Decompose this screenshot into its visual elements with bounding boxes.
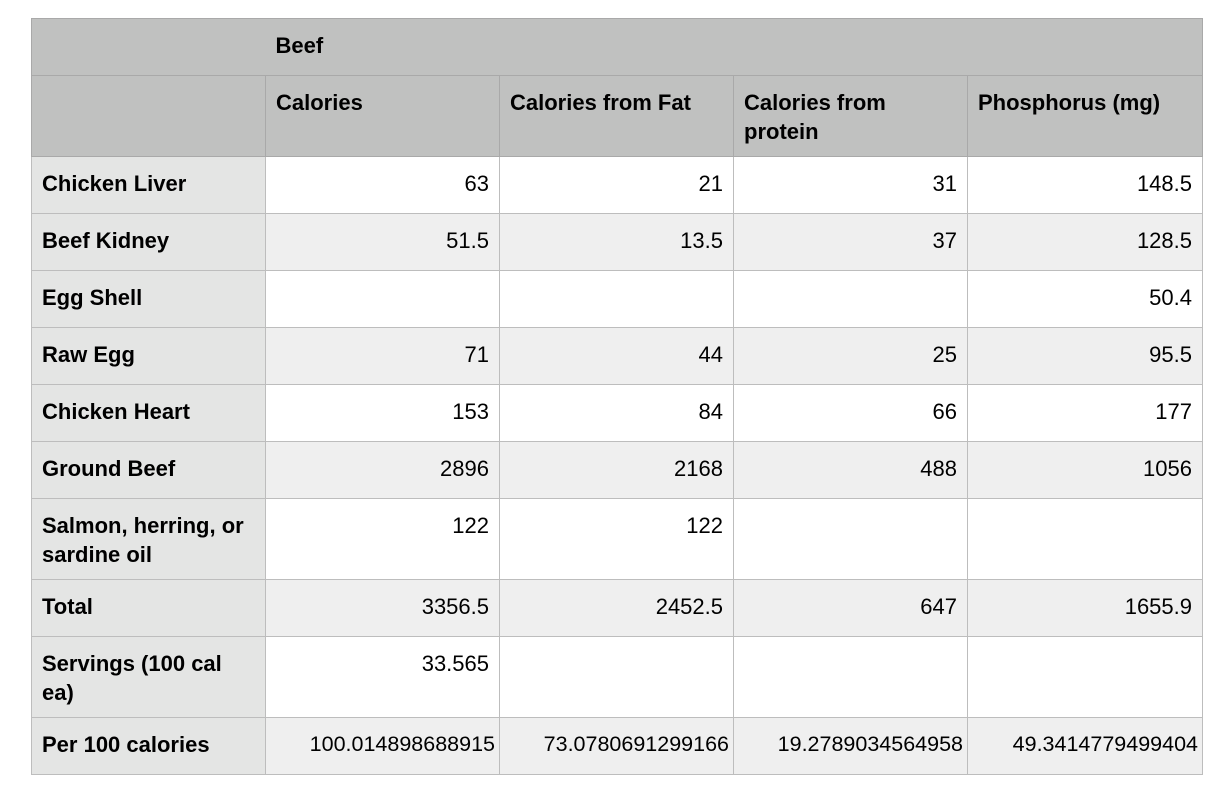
cell-phosphorus[interactable] [968,499,1203,580]
table-row [32,214,1203,271]
table-title[interactable]: Beef [266,19,1203,76]
cell-phosphorus[interactable]: 49.3414779499404 [968,718,1203,775]
cell-phosphorus[interactable]: 128.5 [968,214,1203,271]
table-row [32,271,1203,328]
cell-calories[interactable]: 63 [266,157,500,214]
row-label[interactable]: Chicken Heart [32,385,266,442]
cell-calories[interactable]: 33.565 [266,637,500,718]
data-table [31,18,1203,775]
row-label[interactable]: Servings (100 cal ea) [32,637,266,718]
cell-calories[interactable]: 2896 [266,442,500,499]
cell-calories[interactable]: 51.5 [266,214,500,271]
table-row [32,157,1203,214]
cell-calories-from-protein[interactable] [734,271,968,328]
cell-phosphorus[interactable]: 1056 [968,442,1203,499]
cell-phosphorus[interactable]: 177 [968,385,1203,442]
cell-phosphorus[interactable]: 1655.9 [968,580,1203,637]
cell-calories-from-protein[interactable] [734,637,968,718]
table-row [32,442,1203,499]
cell-calories[interactable]: 3356.5 [266,580,500,637]
table-row [32,499,1203,580]
cell-calories-from-fat[interactable]: 73.0780691299166 [500,718,734,775]
cell-phosphorus[interactable]: 148.5 [968,157,1203,214]
cell-calories-from-fat[interactable]: 2168 [500,442,734,499]
cell-calories-from-protein[interactable]: 31 [734,157,968,214]
cell-phosphorus[interactable]: 95.5 [968,328,1203,385]
cell-phosphorus[interactable]: 50.4 [968,271,1203,328]
cell-calories[interactable] [266,271,500,328]
table-row [32,580,1203,637]
cell-calories-from-fat[interactable]: 21 [500,157,734,214]
cell-calories-from-protein[interactable] [734,499,968,580]
cell-calories-from-fat[interactable]: 122 [500,499,734,580]
cell-calories-from-protein[interactable]: 66 [734,385,968,442]
cell-phosphorus[interactable] [968,637,1203,718]
title-corner-cell[interactable] [32,19,266,76]
cell-calories-from-protein[interactable]: 647 [734,580,968,637]
cell-calories-from-protein[interactable]: 25 [734,328,968,385]
row-label[interactable]: Beef Kidney [32,214,266,271]
row-label[interactable]: Salmon, herring, or sardine oil [32,499,266,580]
header-corner-cell[interactable] [32,76,266,157]
cell-calories-from-fat[interactable]: 44 [500,328,734,385]
column-header-calories-from-fat[interactable]: Calories from Fat [500,76,734,157]
cell-calories[interactable]: 100.014898688915 [266,718,500,775]
table-row [32,328,1203,385]
cell-calories-from-fat[interactable] [500,271,734,328]
row-label[interactable]: Total [32,580,266,637]
column-header-row [32,76,1203,157]
column-header-calories-from-protein[interactable]: Calories from protein [734,76,968,157]
row-label[interactable]: Raw Egg [32,328,266,385]
cell-calories[interactable]: 153 [266,385,500,442]
cell-calories-from-protein[interactable]: 488 [734,442,968,499]
table-row [32,385,1203,442]
row-label[interactable]: Chicken Liver [32,157,266,214]
cell-calories-from-fat[interactable]: 13.5 [500,214,734,271]
row-label[interactable]: Egg Shell [32,271,266,328]
cell-calories-from-protein[interactable]: 37 [734,214,968,271]
cell-calories-from-fat[interactable] [500,637,734,718]
row-label[interactable]: Ground Beef [32,442,266,499]
table-row [32,637,1203,718]
cell-calories[interactable]: 122 [266,499,500,580]
column-header-phosphorus[interactable]: Phosphorus (mg) [968,76,1203,157]
cell-calories-from-protein[interactable]: 19.2789034564958 [734,718,968,775]
cell-calories-from-fat[interactable]: 84 [500,385,734,442]
table-row [32,718,1203,775]
cell-calories[interactable]: 71 [266,328,500,385]
row-label[interactable]: Per 100 calories [32,718,266,775]
table-title-row [32,19,1203,76]
cell-calories-from-fat[interactable]: 2452.5 [500,580,734,637]
column-header-calories[interactable]: Calories [266,76,500,157]
